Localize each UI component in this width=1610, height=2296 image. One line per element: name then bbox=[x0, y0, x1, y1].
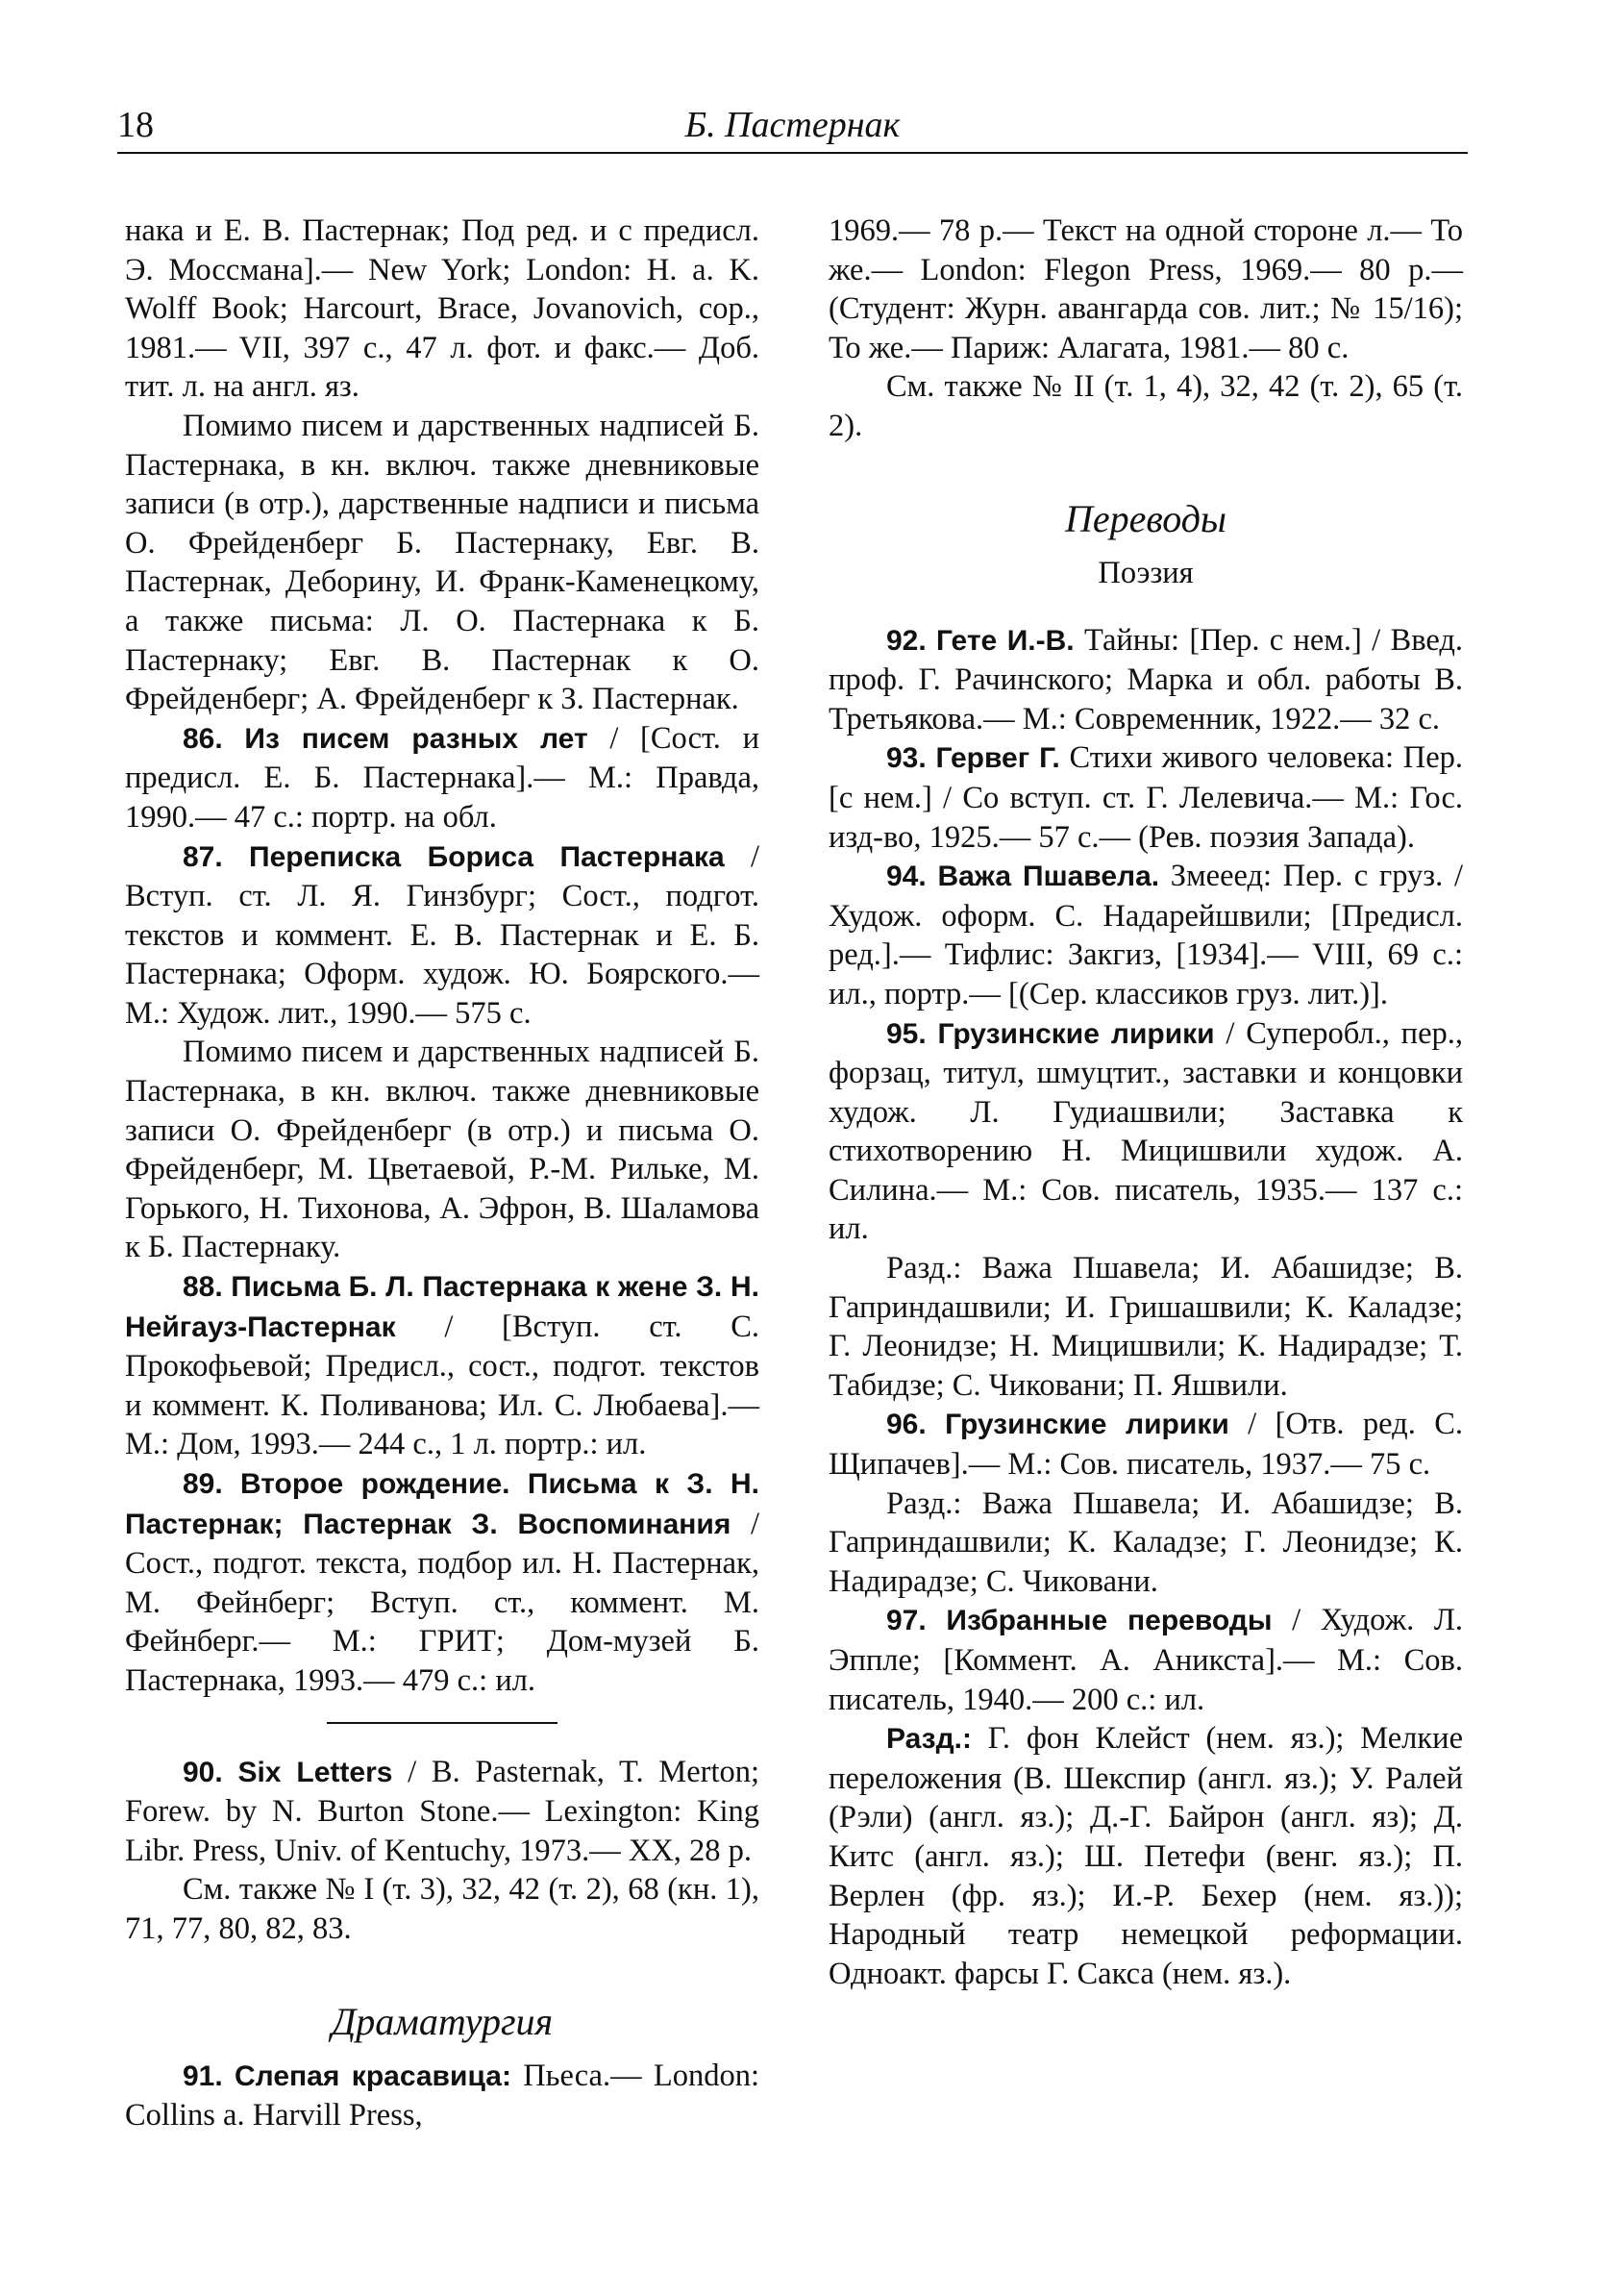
entry-title: Грузинские лирики bbox=[945, 1409, 1229, 1441]
entry-text: / B. Pasternak, T. Merton; Forew. by N. Burton Stone.— Lexington: King Libr. Press, Univ. of Kentuchy, 1973.— XX, 28 p. bbox=[125, 1754, 759, 1868]
entry-text: / Худож. Л. Эппле; [Коммент. А. Аникста].— М.: Сов. писатель, 1940.— 200 с.: ил. bbox=[829, 1603, 1464, 1717]
entry-number: 97. bbox=[886, 1605, 927, 1637]
entry-text: / Вступ. ст. Л. Я. Гинзбург; Сост., подгот. текстов и коммент. Е. В. Пастернак и Е. Б. Пастернака; Оформ. худож. Ю. Боярского.— М.: Худож. лит., 1990.— 575 с. bbox=[125, 838, 760, 1031]
entry-92 bbox=[829, 621, 1463, 739]
entry-title: Из писем разных лет bbox=[244, 722, 588, 755]
entry-number: 91. bbox=[183, 2059, 223, 2092]
entry-87-note: Помимо писем и дарственных надписей Б. Пастернака, в кн. включ. также дневниковые записи О. Фрейденберг (в отр.) и письма О. Фрейденберг, М. Цветаевой, Р.-М. Рильке, М. Горького, Н. Тихонова, А. Эфрон, В. Шаламова к Б. Пастернаку. bbox=[125, 1035, 759, 1265]
entry-97 bbox=[829, 1601, 1463, 1719]
entry-text: / [Отв. ред. С. Щипачев].— М.: Сов. писатель, 1937.— 75 с. bbox=[829, 1407, 1463, 1483]
right-column bbox=[829, 212, 1463, 1993]
entry-number: 93. bbox=[886, 742, 927, 775]
entry-93 bbox=[829, 738, 1463, 857]
entry-96 bbox=[829, 1405, 1463, 1484]
page-number: 18 bbox=[117, 105, 154, 145]
entry-text: Стихи живого человека: Пер. [с нем.] / Со вступ. ст. Г. Лелевича.— М.: Гос. изд-во, 1925.— 57 с.— (Рев. поэзия Запада). bbox=[829, 740, 1464, 855]
entry-91 bbox=[125, 2057, 759, 2135]
entry-95-contents: Разд.: Важа Пшавела; И. Абашидзе; В. Гаприндашвили; И. Гришашвили; К. Каладзе; Г. Леонидзе; Н. Мицишвили; К. Надирадзе; Т. Табидзе; С. Чиковани; П. Яшвили. bbox=[829, 1251, 1463, 1403]
entry-text: Змееед: Пер. с груз. / Худож. оформ. С. Надарейшвили; [Предисл. ред.].— Тифлис: Закгиз, [1934].— VIII, 69 с.: ил., портр.— [(Сер. классиков груз. лит.)]. bbox=[829, 859, 1463, 1011]
entry-text: Пьеса.— London: Collins a. Harvill Press, bbox=[125, 2058, 760, 2134]
contents-text: Г. фон Клейст (нем. яз.); Мелкие переложения (В. Шекспир (англ. яз.); У. Ралей (Рэли) (англ. яз.); Д.-Г. Байрон (англ. яз); Д. Китс (англ. яз.); Ш. Петефи (венг. яз.); П. Верлен (фр. яз.); И.-Р. Бехер (нем. яз.)); Народный театр немецкой реформации. Одноакт. фарсы Г. Сакса (нем. яз.). bbox=[829, 1721, 1463, 1991]
subsection-title-poetry: Поэзия bbox=[1098, 555, 1194, 590]
entry-title: Гете И.-В. bbox=[936, 624, 1075, 657]
entry-90 bbox=[125, 1753, 759, 1871]
entry-title: Письма Б. Л. Пастернака к жене З. Н. Нейгауз-Пастернак bbox=[125, 1271, 760, 1343]
entry-text: Тайны: [Пер. с нем.] / Введ. проф. Г. Рачинского; Марка и обл. работы В. Третьякова.— М.: Современник, 1922.— 32 с. bbox=[829, 622, 1464, 736]
entry-86 bbox=[125, 719, 759, 837]
entry-85-continuation: нака и Е. В. Пастернак; Под ред. и с предисл. Э. Моссмана].— New York; London: H. a. K. Wolff Book; Harcourt, Brace, Jovanovich, cop., 1981.— VII, 397 с., 47 л. фот. и факс.— Доб. тит. л. на англ. яз. bbox=[125, 213, 759, 405]
entry-number: 87. bbox=[183, 840, 223, 873]
entry-title: Слепая красавица: bbox=[235, 2059, 511, 2092]
entry-97-contents bbox=[829, 1719, 1463, 1993]
section-title-translations: Переводы bbox=[1064, 496, 1227, 540]
entry-91-continuation: 1969.— 78 p.— Текст на одной стороне л.— То же.— London: Flegon Press, 1969.— 80 p.— (Студент: Журн. авангарда сов. лит.; № 15/16); То же.— Париж: Алагата, 1981.— 80 с. bbox=[829, 213, 1463, 365]
entry-number: 95. bbox=[886, 1017, 927, 1050]
entry-title: Гервег Г. bbox=[935, 742, 1060, 775]
entry-number: 89. bbox=[183, 1468, 223, 1500]
entry-text: / [Вступ. ст. С. Прокофьевой; Предисл., сост., подгот. текстов и коммент. К. Поливанова; Ил. С. Любаева].— М.: Дом, 1993.— 244 с., 1 л. портр.: ил. bbox=[125, 1309, 759, 1462]
entry-number: 88. bbox=[183, 1271, 223, 1304]
entry-96-contents: Разд.: Важа Пшавела; И. Абашидзе; В. Гаприндашвили; К. Каладзе; Г. Леонидзе; К. Надирадзе; С. Чиковани. bbox=[829, 1485, 1463, 1599]
running-title: Б. Пастернак bbox=[684, 105, 901, 145]
entry-text: / Сост., подгот. текста, подбор ил. Н. Пастернак, М. Фейнберг; Вступ. ст., коммент. М. Фейнберг.— М.: ГРИТ; Дом-музей Б. Пастернака, 1993.— 479 с.: ил. bbox=[125, 1506, 759, 1698]
entry-title: Избранные переводы bbox=[946, 1605, 1273, 1637]
entry-95 bbox=[829, 1014, 1463, 1250]
entry-title: Переписка Бориса Пастернака bbox=[249, 840, 725, 873]
entry-title: Six Letters bbox=[237, 1756, 393, 1788]
entry-number: 94. bbox=[886, 861, 927, 893]
entry-number: 86. bbox=[183, 722, 223, 755]
entry-87 bbox=[125, 837, 759, 1034]
entry-title: Грузинские лирики bbox=[937, 1017, 1215, 1050]
see-also-drama: См. также № II (т. 1, 4), 32, 42 (т. 2), 65 (т. 2). bbox=[829, 369, 1463, 443]
entry-number: 96. bbox=[886, 1409, 927, 1441]
page-header bbox=[117, 104, 1468, 154]
entry-title: Важа Пшавела. bbox=[937, 861, 1160, 893]
entry-number: 92. bbox=[886, 624, 927, 657]
left-column bbox=[125, 212, 759, 2135]
see-also-letters: См. также № I (т. 3), 32, 42 (т. 2), 68 (кн. 1), 71, 77, 80, 82, 83. bbox=[125, 1872, 759, 1946]
entry-85-note: Помимо писем и дарственных надписей Б. Пастернака, в кн. включ. также дневниковые записи (в отр.), дарственные надписи и письма О. Фрейденберг Б. Пастернаку, Евг. В. Пастернак, Деборину, И. Франк-Каменецкому, а также письма: Л. О. Пастернака к Б. Пастернаку; Евг. В. Пастернак к О. Фрейденберг; А. Фрейденберг к З. Пастернак. bbox=[125, 408, 759, 717]
section-title-drama: Драматургия bbox=[331, 1999, 554, 2043]
entry-text: / Суперобл., пер., форзац, титул, шмуцтит., заставки и концовки худож. Л. Гудиашвили; Заставка к стихотворению Н. Мицишвили худож. А. Силина.— М.: Сов. писатель, 1935.— 137 с.: ил. bbox=[829, 1015, 1463, 1247]
entry-94 bbox=[829, 857, 1463, 1013]
entry-text: / [Сост. и предисл. Е. Б. Пастернака].— М.: Правда, 1990.— 47 с.: портр. на обл. bbox=[125, 720, 759, 835]
entry-88 bbox=[125, 1267, 759, 1464]
section-divider bbox=[327, 1722, 557, 1724]
contents-label: Разд.: bbox=[886, 1723, 972, 1756]
entry-number: 90. bbox=[183, 1756, 223, 1788]
entry-89 bbox=[125, 1464, 759, 1701]
entry-title: Второе рождение. Письма к З. Н. Пастернак; Пастернак З. Воспоминания bbox=[125, 1468, 759, 1540]
